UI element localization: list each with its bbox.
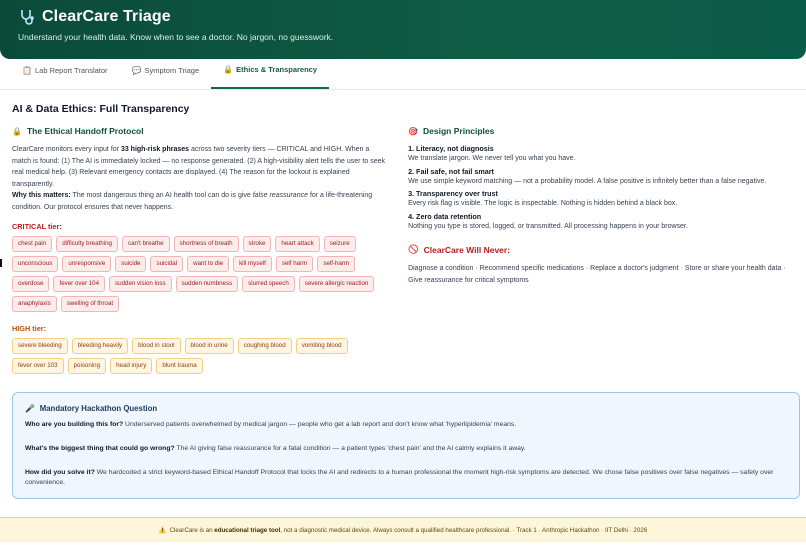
warning-icon: ⚠️ [158,527,167,534]
principle-4 [408,212,794,233]
question-row [25,468,787,488]
critical-tier-label: CRITICAL tier: [12,222,62,231]
chat-icon: 💬 [131,66,142,75]
high-risk-chip: blunt trauma [156,358,202,374]
handoff-heading [12,126,386,136]
stethoscope-icon [18,8,36,26]
principle-title: 4. Zero data retention [408,211,482,221]
answer-text: Underserved patients overwhelmed by medical jargon — people who get a lab report and don't know what 'hyperlipidemia' means. [123,421,517,428]
crit-risk-chip: severe allergic reaction [299,276,375,292]
crit-risk-chip: swelling of throat [61,296,119,312]
crit-risk-chip: difficulty breathing [56,236,118,252]
page-title: AI & Data Ethics: Full Transparency [12,103,190,115]
high-risk-chip: severe bleeding [12,338,68,354]
question-text: How did you solve it? [25,469,95,476]
high-tier-label: HIGH tier: [12,324,47,333]
principles-heading [408,126,794,136]
header-title-row [18,8,788,26]
text: ClearCare is an [169,526,215,534]
why-paragraph [12,190,386,213]
footer-disclaimer [0,517,806,542]
app-tagline: Understand your health data. Know when to see a doctor. No jargon, no guesswork. [18,32,334,42]
crit-risk-chip: overdose [12,276,49,292]
never-heading-text: ClearCare Will Never: [423,244,511,255]
target-icon: 🎯 [408,126,419,136]
principle-text: Every risk flag is visible. The logic is inspectable. Nothing is hidden behind a black box. [408,200,678,207]
crit-risk-chip: self harm [276,256,313,272]
question-row [25,420,787,430]
text-em: false reassurance [252,192,308,199]
tab-label: Ethics & Transparency [236,65,318,74]
high-risk-chip: vomiting blood [296,338,348,354]
principle-title: 1. Literacy, not diagnosis [408,144,494,153]
prohibited-icon: 🚫 [408,244,419,254]
high-risk-chip: head injury [110,358,152,374]
text: The most dangerous thing an AI health tool can do is give [70,192,253,199]
principle-text: Nothing you type is stored, logged, or transmitted. All processing happens in your browser. [408,222,688,230]
question-heading [25,404,787,413]
tab-ethics-transparency[interactable] [211,60,329,89]
crit-risk-chip: fever over 104 [53,276,105,292]
high-chip-list [12,338,386,374]
text: across two severity tiers — CRITICAL and HIGH. When a match is found: (1) The AI is immediately locked — no response generated. (2) A high-visibility alert tells the user to seek real medical help. (3) Relevant emergency contacts are displayed. (4) The reason for the lockout is explained transparently. [12,146,385,188]
crit-risk-chip: chest pain [12,236,52,252]
high-risk-chip: blood in stool [132,338,180,354]
question-text: Who are you building this for? [25,421,124,428]
never-text: Diagnose a condition · Recommend specific medications · Replace a doctor's judgment · Store or share your health data · Give reassurance for critical symptoms [408,265,786,284]
principles-heading-text: Design Principles [423,126,495,136]
crit-risk-chip: unconscious [12,256,58,272]
principle-title: 3. Transparency over trust [408,189,498,198]
never-heading [408,244,794,255]
crit-risk-chip: slurred speech [242,276,295,292]
scroll-marker [0,259,2,267]
tab-lab-report-translator[interactable] [10,60,120,89]
principle-2 [408,167,794,188]
answer-text: We hardcoded a strict keyword-based Ethical Handoff Protocol that locks the AI and redirects to a human professional the moment high-risk symptoms are detected. We chose false positives over false negatives — safety over convenience. [25,469,774,486]
app-header [0,0,806,59]
crit-risk-chip: suicidal [150,256,183,272]
principles-section [408,126,794,374]
crit-risk-chip: want to die [187,256,229,272]
crit-risk-chip: heart attack [275,236,319,252]
handoff-section [12,126,386,374]
principle-3 [408,189,794,210]
tab-label: Symptom Triage [144,66,200,75]
microphone-icon: 🎤 [25,404,35,413]
tab-label: Lab Report Translator [35,66,108,75]
crit-risk-chip: seizure [324,236,356,252]
lock-icon: 🔒 [12,126,22,136]
high-risk-chip: coughing blood [238,338,292,354]
answer-text: The AI giving false reassurance for a fatal condition — a patient types 'chest pain' and the AI calmly explains it away. [174,445,526,452]
text-bold: educational triage tool [214,526,281,534]
question-heading-text: Mandatory Hackathon Question [39,404,158,413]
tab-bar [0,61,806,90]
principle-text: We use simple keyword matching — not a probability model. A false positive is infinitely better than a false negative. [408,177,767,185]
crit-risk-chip: suicide [115,256,146,272]
text-bold: Why this matters: [12,192,71,199]
high-risk-chip: fever over 103 [12,358,64,374]
principle-title: 2. Fail safe, not fail smart [408,166,494,176]
high-risk-chip: bleeding heavily [72,338,128,354]
footer-text [170,527,648,534]
app-title: ClearCare Triage [42,8,171,25]
crit-risk-chip: anaphylaxis [12,296,57,312]
crit-risk-chip: sudden numbness [176,276,239,292]
crit-risk-chip: self-harm [317,256,355,272]
text: ClearCare monitors every input for [12,146,121,153]
content-columns [0,126,806,374]
lock-icon: 🔒 [223,65,234,74]
text: , not a diagnostic medical device. Always consult a qualified healthcare professional. · Track 1 · Anthropic Hackathon · IIT Delhi · 2026 [280,526,648,534]
crit-risk-chip: shortness of breath [174,236,239,252]
hackathon-question-box [12,392,800,499]
crit-risk-chip: kill myself [233,256,272,272]
crit-risk-chip: stroke [243,236,272,252]
critical-chip-list [12,236,386,312]
clipboard-icon: 📋 [22,66,32,75]
handoff-heading-text: The Ethical Handoff Protocol [26,126,144,136]
handoff-paragraph [12,144,386,190]
principle-text: We translate jargon. We never tell you what you have. [408,155,576,162]
question-text: What's the biggest thing that could go wrong? [25,445,175,452]
principle-1 [408,144,794,165]
crit-risk-chip: can't breathe [122,236,170,252]
high-risk-chip: blood in urine [185,338,234,354]
crit-risk-chip: unresponsive [62,256,111,272]
crit-risk-chip: sudden vision loss [109,276,172,292]
high-risk-chip: poisoning [68,358,107,374]
text-bold: 33 high-risk phrases [120,146,190,153]
text: for a life-threatening condition. Our protocol ensures that never happens. [12,192,373,211]
question-row [25,444,787,454]
tab-symptom-triage[interactable] [120,60,212,89]
